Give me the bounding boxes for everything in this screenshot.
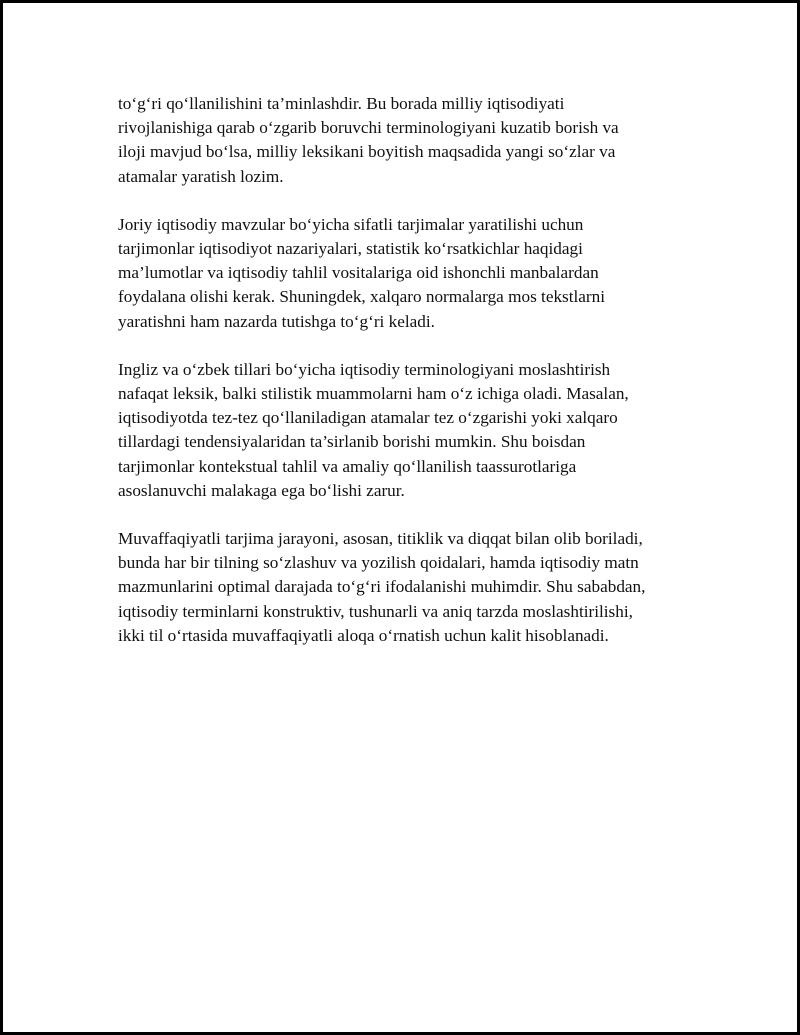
paragraph-1: to‘g‘ri qo‘llanilishini ta’minlashdir. Bu borada milliy iqtisodiyati rivojlanishiga qarab o‘zgarib boruvchi terminologiyani kuzatib borish va iloji mavjud bo‘lsa, milliy leksikani boyitish maqsadida yangi so‘zlar va atamalar yaratish lozim. [118,94,619,186]
document-body [118,92,698,672]
paragraph-3: Ingliz va o‘zbek tillari bo‘yicha iqtisodiy terminologiyani moslashtirish nafaqat leksik, balki stilistik muammolarni ham o‘z ichiga oladi. Masalan, iqtisodiyotda tez-tez qo‘llaniladigan atamalar tez o‘zgarishi yoki xalqaro tillardagi tendensiyalaridan ta’sirlanib borishi mumkin. Shu boisdan tarjimonlar kontekstual tahlil va amaliy qo‘llanilish taassurotlariga asoslanuvchi malakaga ega bo‘lishi zarur. [118,359,629,500]
paragraph-2: Joriy iqtisodiy mavzular bo‘yicha sifatli tarjimalar yaratilishi uchun tarjimonlar iqtisodiyot nazariyalari, statistik ko‘rsatkichlar haqidagi ma’lumotlar va iqtisodiy tahlil vositalariga oid ishonchli manbalardan foydalana olishi kerak. Shuningdek, xalqaro normalarga mos tekstlarni yaratishni ham nazarda tutishga to‘g‘ri keladi. [118,214,606,331]
paragraph-4: Muvaffaqiyatli tarjima jarayoni, asosan, titiklik va diqqat bilan olib boriladi, bunda har bir tilning so‘zlashuv va yozilish qoidalari, hamda iqtisodiy matn mazmunlarini optimal darajada to‘g‘ri ifodalanishi muhimdir. Shu sababdan, iqtisodiy terminlarni konstruktiv, tushunarli va aniq tarzda moslashtirilishi, ikki til o‘rtasida muvaffaqiyatli aloqa o‘rnatish uchun kalit hisoblanadi. [118,529,646,645]
